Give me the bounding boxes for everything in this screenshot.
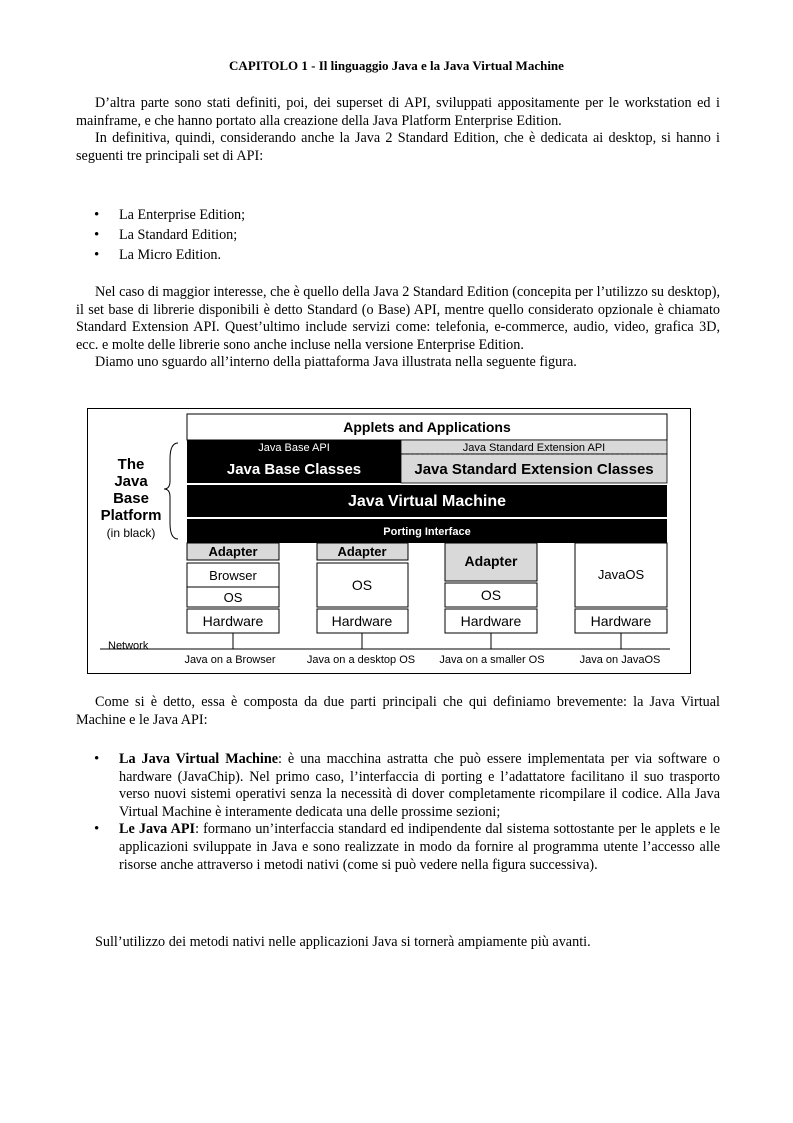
side-label-line: The	[117, 456, 145, 473]
column-smaller-os	[439, 543, 544, 666]
api-set-list	[76, 205, 720, 265]
column-caption: Java on a smaller OS	[439, 654, 545, 666]
definition-term: Le Java API	[119, 821, 196, 838]
side-label-line: Platform	[100, 507, 162, 524]
list-item: • La Enterprise Edition;	[76, 205, 720, 225]
layer-label: OS	[351, 577, 373, 593]
definition-term: La Java Virtual Machine	[119, 751, 279, 767]
definition-text: : formano un’interfaccia standard ed indipendente dal sistema sottostante per le applets e le applicazioni sviluppate in Java e sono realizzate in modo da fornire al programma utente l’accesso alle risorse anche attraverso i metodi nativi (come si può vedere nella figura successiva).	[119, 821, 720, 873]
chapter-header: CAPITOLO 1 - Il linguaggio Java e la Java Virtual Machine	[229, 58, 564, 73]
jvm-label: Java Virtual Machine	[348, 493, 506, 510]
paragraph-2: In definitiva, quindi, considerando anche la Java 2 Standard Edition, che è dedicata ai desktop, si hanno i seguenti tre principali set di API:	[76, 130, 720, 164]
paragraph-4: Diamo uno sguardo all’interno della piattaforma Java illustrata nella seguente figura.	[95, 354, 577, 371]
definition-list	[76, 751, 720, 874]
side-note: (in black)	[106, 526, 156, 540]
column-browser	[184, 543, 279, 666]
closing-text	[76, 934, 720, 952]
column-caption: Java on JavaOS	[579, 654, 661, 666]
layer-label: OS	[480, 587, 502, 603]
java-platform-figure	[87, 408, 691, 674]
hardware-label: Hardware	[590, 613, 652, 629]
paragraph-5: Come si è detto, essa è composta da due parti principali che qui definiamo brevemente: la Java Virtual Machine e le Java API:	[76, 694, 720, 728]
adapter-label: Adapter	[208, 544, 258, 559]
side-label-line: Base	[113, 490, 149, 507]
ext-classes-label: Java Standard Extension Classes	[414, 461, 654, 478]
hardware-label: Hardware	[460, 613, 522, 629]
bracket-icon	[164, 443, 178, 539]
paragraph-3: Nel caso di maggior interesse, che è quello della Java 2 Standard Edition (concepita per l’utilizzo su desktop), il set base di librerie disponibili è detto Standard (o Base) API, mentre quello considerato opzionale è chiamato Standard Extension API. Quest’ultimo include servizi come: telefonia, e-commerce, audio, video, grafica 3D, ecc. e molte delle librerie sono anche incluse nella versione Enterprise Edition.	[76, 284, 720, 353]
definition-text: : è una macchina astratta che può essere implementata per via software o hardware (JavaChip). Nel primo caso, l’interfaccia di porting e l’adattatore facilitano il suo trasporto verso nuovi sistemi operativi senza la necessità di dover completamente ricompilare il codice. Alla Java Virtual Machine è interamente dedicata una delle prossime sezioni;	[119, 751, 720, 820]
layer-label: Browser	[209, 568, 257, 583]
hardware-label: Hardware	[202, 613, 264, 629]
paragraph-6: Sull’utilizzo dei metodi nativi nelle applicazioni Java si tornerà ampiamente più avanti.	[95, 934, 591, 950]
list-item: • La Micro Edition.	[76, 245, 720, 265]
paragraph-1: D’altra parte sono stati definiti, poi, dei superset di API, sviluppati appositamente per le workstation ed i mainframe, e che hanno portato alla creazione della Java Platform Enterprise Edition.	[76, 95, 720, 129]
column-caption: Java on a Browser	[184, 654, 276, 666]
layer-label: JavaOS	[597, 567, 645, 582]
side-label-line: Java	[114, 473, 148, 490]
network-label: Network	[108, 640, 149, 652]
after-figure-text	[76, 694, 720, 729]
column-desktop	[307, 543, 415, 666]
list-item: • La Standard Edition;	[76, 225, 720, 245]
intro-text	[76, 95, 720, 165]
base-classes-label: Java Base Classes	[226, 461, 362, 478]
definition-item	[76, 751, 720, 821]
applets-label: Applets and Applications	[343, 419, 511, 435]
porting-label: Porting Interface	[383, 526, 471, 538]
definition-item	[76, 821, 720, 874]
hardware-label: Hardware	[331, 613, 393, 629]
adapter-label: Adapter	[337, 544, 387, 559]
adapter-label: Adapter	[464, 553, 518, 569]
base-api-label: Java Base API	[258, 442, 330, 454]
ext-api-label: Java Standard Extension API	[462, 442, 606, 454]
layer-label: OS	[223, 590, 243, 605]
column-caption: Java on a desktop OS	[306, 654, 416, 666]
middle-text	[76, 284, 720, 372]
